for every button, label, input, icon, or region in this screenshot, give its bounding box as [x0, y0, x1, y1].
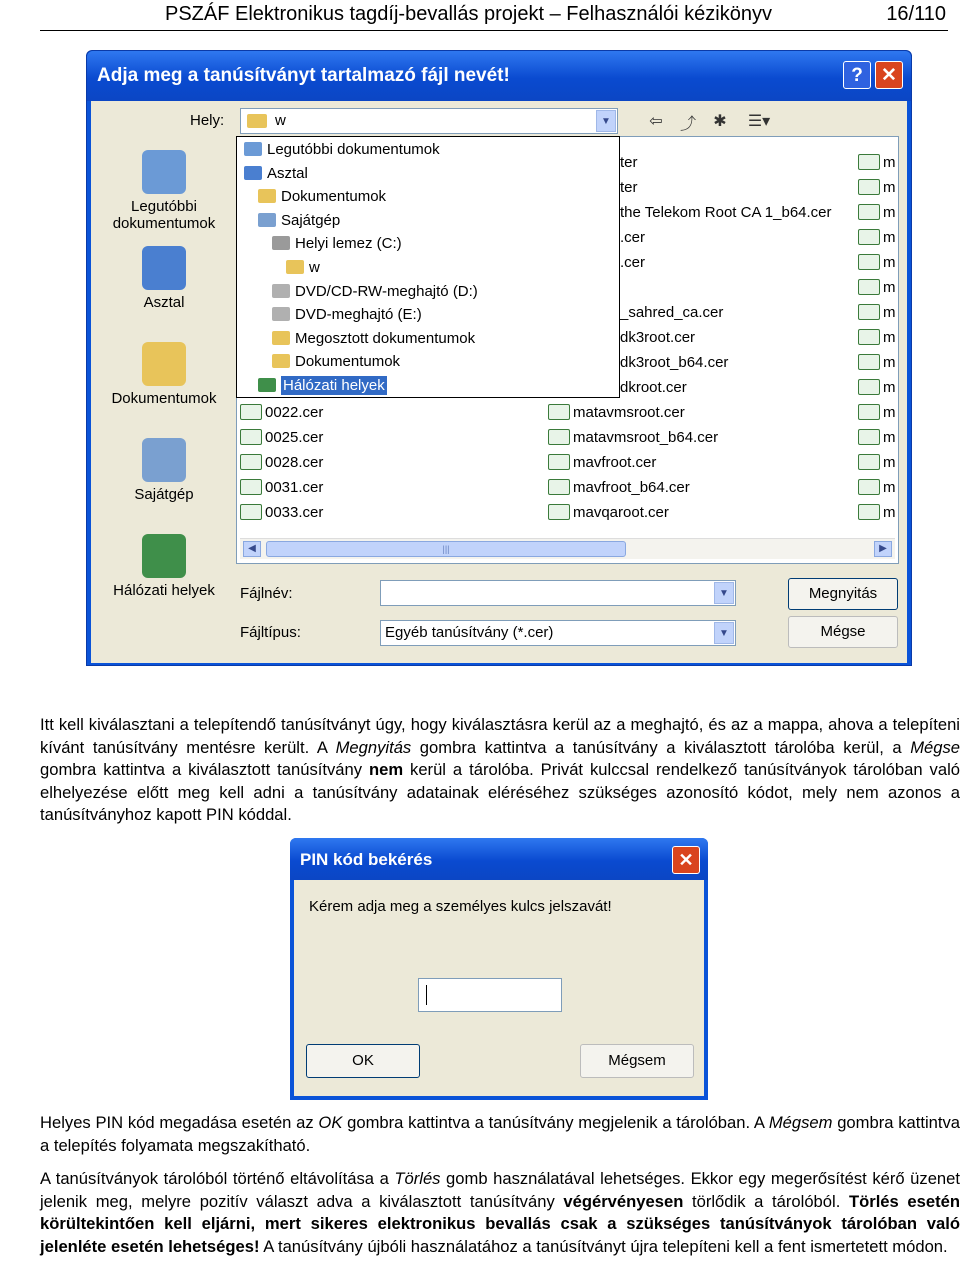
dropdown-item[interactable] [272, 351, 400, 373]
italic-text: Mégsem [768, 1113, 833, 1132]
desktop-icon [142, 246, 186, 290]
view-menu-icon[interactable]: ☰▾ [747, 113, 771, 130]
pin-prompt: Kérem adja meg a személyes kulcs jelszavát! [309, 898, 612, 915]
network-places-icon [142, 534, 186, 578]
certificate-icon [240, 504, 262, 520]
new-folder-icon[interactable]: ✱ [713, 113, 727, 130]
file-name: 0028.cer [265, 454, 324, 471]
file-item[interactable] [548, 452, 656, 474]
dropdown-item-label: Dokumentumok [295, 353, 401, 371]
file-item[interactable] [548, 427, 718, 449]
file-item[interactable] [858, 477, 896, 499]
folder-icon [272, 331, 290, 345]
file-name: the Telekom Root CA 1_b64.cer [620, 204, 832, 221]
text-run: A tanúsítvány újbóli használatához a tanúsítványt újra telepíteni kell a fent ismertetett módon. [259, 1236, 948, 1256]
dropdown-item-label: Helyi lemez (C:) [295, 235, 402, 253]
file-name: m [883, 229, 896, 246]
place-label: Legutóbbi dokumentumok [112, 198, 216, 232]
look-in-value: w [275, 112, 286, 129]
place-network-places[interactable] [102, 534, 226, 599]
certificate-icon [858, 279, 880, 295]
file-item[interactable] [858, 152, 896, 174]
filename-label: Fájlnév: [240, 585, 293, 602]
bold-text: nem [368, 760, 404, 780]
file-name: ter [620, 179, 638, 196]
file-item[interactable] [620, 302, 723, 324]
file-item[interactable] [620, 227, 645, 249]
text-run: gombra kattintva a tanúsítvány a kiválasztott tárolóba kerül, a [411, 737, 911, 757]
paragraph-instructions [40, 714, 960, 827]
file-item[interactable] [620, 352, 728, 374]
file-item[interactable] [620, 377, 687, 399]
folder-icon [286, 260, 304, 274]
dropdown-item[interactable] [272, 281, 478, 303]
dropdown-item[interactable] [258, 186, 386, 208]
certificate-icon [858, 254, 880, 270]
file-name: m [883, 304, 896, 321]
dropdown-item-label: Dokumentumok [281, 188, 387, 206]
file-item[interactable] [240, 452, 323, 474]
my-computer-icon [258, 213, 276, 227]
pin-dialog-body [294, 880, 704, 1096]
dropdown-item[interactable] [258, 210, 340, 232]
pin-dialog-title: PIN kód bekérés [300, 850, 433, 869]
dropdown-item[interactable] [286, 257, 320, 279]
file-item[interactable] [240, 477, 323, 499]
folder-icon [272, 354, 290, 368]
file-name: m [883, 154, 896, 171]
documents-folder-icon [142, 342, 186, 386]
file-item[interactable] [548, 477, 690, 499]
text-run: gomb használatával lehetséges. Ekkor egy megerősítést kérő üzenet jelenik meg, melyre pozitív választ adva a kiválasztott tanúsítvány [40, 1169, 960, 1211]
file-name: dk3root_b64.cer [620, 354, 729, 371]
text-run: törlődik a tárolóból. [683, 1191, 849, 1211]
file-item[interactable] [858, 302, 896, 324]
text-run: Itt kell kiválasztani a telepítendő tanúsítványt úgy, hogy kiválasztásra kerül az a meghajtó, és az a mappa, ahova a telepíteni kívánt tanúsítvány mentésre került. A [40, 715, 960, 757]
dropdown-item-label: Asztal [267, 164, 308, 182]
certificate-icon [548, 454, 570, 470]
help-button[interactable]: ? [843, 61, 871, 89]
file-name: dkroot.cer [620, 379, 687, 396]
file-item[interactable] [858, 427, 896, 449]
text-run: kerül a tárolóba. Privát kulccsal rendelkező tanúsítványok tárolóban való elhelyezése előtt meg kell adni a tanúsítvány adatainak eléréséhez szükséges azonosító kódot, mely nem azonos a tanúsítványhoz kapott PIN kóddal. [40, 760, 960, 825]
cancel-button[interactable]: Mégse [788, 616, 898, 648]
certificate-icon [858, 479, 880, 495]
password-input[interactable] [418, 978, 562, 1012]
certificate-icon [858, 329, 880, 345]
file-name: m [883, 429, 896, 446]
close-button[interactable]: ✕ [672, 846, 700, 874]
text-run: gombra kattintva a kiválasztott tanúsítvány [40, 760, 369, 780]
dropdown-item[interactable] [272, 304, 422, 326]
certificate-icon [858, 179, 880, 195]
dropdown-item-label: Legutóbbi dokumentumok [267, 141, 440, 158]
certificate-icon [240, 404, 262, 420]
dropdown-item-label: Hálózati helyek [283, 377, 385, 394]
dropdown-item[interactable] [258, 375, 387, 397]
place-label: Dokumentumok [111, 390, 217, 407]
scroll-left-icon[interactable]: ◀ [243, 541, 261, 557]
file-name: m [883, 204, 896, 221]
place-label: Sajátgép [134, 486, 194, 503]
bold-text: Törlés esetén körültekintően kell eljárni, mert sikeres elektronikus bevallás csak a szükséges tanúsítványok tárolóban való jelenléte esetén lehetséges! [40, 1191, 960, 1256]
certificate-icon [858, 404, 880, 420]
desktop-icon [244, 166, 262, 180]
file-name: 0033.cer [265, 504, 324, 521]
file-item[interactable] [858, 402, 896, 424]
file-name: m [883, 454, 896, 471]
file-item[interactable] [858, 452, 896, 474]
file-name: m [883, 404, 896, 421]
folder-icon [258, 189, 276, 203]
dropdown-item-label: DVD-meghajtó (E:) [295, 306, 422, 324]
certificate-icon [858, 379, 880, 395]
file-name: mavfroot.cer [573, 454, 657, 471]
file-item[interactable] [858, 327, 896, 349]
file-name: .cer [620, 254, 646, 271]
back-icon[interactable]: ⇦ [649, 113, 663, 130]
text-run: Helyes PIN kód megadása esetén az [40, 1113, 319, 1132]
file-name: dk3root.cer [620, 329, 696, 346]
italic-text: Törlés [394, 1169, 441, 1188]
bold-text: végérvényesen [563, 1191, 684, 1211]
file-name: m [883, 354, 896, 371]
text-run: gombra kattintva a tanúsítvány megjelenik a tárolóban. A [342, 1113, 769, 1132]
text-run: A tanúsítványok tárolóból történő eltávolítása a [40, 1169, 395, 1188]
chevron-down-icon[interactable]: ▼ [714, 582, 734, 604]
file-item[interactable] [548, 402, 685, 424]
file-item[interactable] [240, 427, 323, 449]
italic-text: Mégse [910, 737, 960, 757]
close-button[interactable]: ✕ [875, 61, 903, 89]
italic-text: OK [318, 1113, 343, 1132]
certificate-icon [858, 304, 880, 320]
file-name: mavqaroot.cer [573, 504, 669, 521]
file-name: mavfroot_b64.cer [573, 479, 690, 496]
italic-text: Megnyitás [335, 737, 412, 757]
certificate-icon [548, 504, 570, 520]
drive-icon [272, 236, 290, 250]
pin-dialog [290, 838, 708, 1100]
up-folder-icon[interactable]: ⤴ [679, 116, 696, 133]
file-item[interactable] [858, 502, 896, 524]
file-name: 0025.cer [265, 429, 324, 446]
open-button[interactable]: Megnyitás [788, 578, 898, 610]
file-item[interactable] [548, 502, 669, 524]
certificate-icon [858, 429, 880, 445]
recent-documents-icon [142, 150, 186, 194]
certificate-icon [858, 504, 880, 520]
file-item[interactable] [620, 327, 695, 349]
file-name: 0031.cer [265, 479, 324, 496]
recent-documents-icon [244, 142, 262, 156]
file-name: m [883, 504, 896, 521]
look-in-label: Hely: [190, 112, 225, 129]
file-item[interactable] [858, 202, 896, 224]
file-name: ter [620, 154, 638, 171]
certificate-icon [858, 204, 880, 220]
place-label: Hálózati helyek [113, 582, 215, 599]
place-recent-documents[interactable] [102, 150, 226, 232]
certificate-icon [548, 429, 570, 445]
file-item[interactable] [858, 252, 896, 274]
horizontal-scrollbar[interactable] [240, 538, 895, 559]
filetype-value: Egyéb tanúsítvány (*.cer) [385, 624, 554, 641]
dropdown-item-label: Megosztott dokumentumok [295, 329, 476, 347]
paragraph-delete [40, 1168, 960, 1258]
place-documents-folder[interactable] [102, 342, 226, 407]
file-item[interactable] [858, 352, 896, 374]
network-places-icon [258, 378, 276, 392]
filename-input[interactable] [380, 580, 736, 606]
dropdown-item-label: DVD/CD-RW-meghajtó (D:) [295, 282, 478, 300]
dvd-drive-icon [272, 284, 290, 298]
file-name: m [883, 254, 896, 271]
certificate-icon [240, 429, 262, 445]
look-in-combo[interactable] [240, 108, 618, 134]
file-name: m [883, 479, 896, 496]
file-item[interactable] [620, 202, 832, 224]
page-header [40, 0, 948, 31]
file-name: .cer [620, 229, 646, 246]
certificate-icon [858, 354, 880, 370]
file-item[interactable] [240, 402, 323, 424]
dialog-title-bar [87, 51, 911, 101]
file-name: matavmsroot.cer [573, 404, 685, 421]
paragraph-pin-result [40, 1112, 960, 1157]
page-number: 16/110 [886, 3, 946, 25]
certificate-icon [548, 404, 570, 420]
file-item[interactable] [620, 152, 638, 174]
certificate-icon [240, 479, 262, 495]
dropdown-item[interactable] [244, 163, 308, 185]
file-item[interactable] [858, 377, 896, 399]
certificate-icon [858, 229, 880, 245]
filetype-select[interactable] [380, 620, 736, 646]
file-item[interactable] [858, 277, 896, 299]
file-item[interactable] [858, 227, 896, 249]
dropdown-item[interactable] [272, 233, 402, 255]
file-item[interactable] [858, 177, 896, 199]
text-run: gombra kattintva a telepítés folyamata megszakítható. [40, 1113, 960, 1155]
file-name: _sahred_ca.cer [620, 304, 724, 321]
file-item[interactable] [240, 502, 323, 524]
pin-dialog-title-bar [290, 838, 708, 880]
place-desktop[interactable] [102, 246, 226, 311]
file-item[interactable] [620, 252, 645, 274]
chevron-down-icon[interactable]: ▼ [714, 622, 734, 644]
text-caret [426, 985, 427, 1005]
file-name: matavmsroot_b64.cer [573, 429, 719, 446]
file-name: m [883, 279, 896, 296]
file-name: 0022.cer [265, 404, 324, 421]
folder-icon [247, 114, 267, 128]
filetype-label: Fájltípus: [240, 624, 301, 641]
dialog-title: Adja meg a tanúsítványt tartalmazó fájl nevét! [97, 65, 510, 86]
place-label: Asztal [143, 294, 185, 311]
dropdown-item[interactable] [272, 328, 475, 350]
my-computer-icon [142, 438, 186, 482]
certificate-icon [858, 454, 880, 470]
cancel-button[interactable]: Mégsem [580, 1044, 694, 1078]
dropdown-item-label: Sajátgép [281, 211, 341, 229]
certificate-icon [548, 479, 570, 495]
scroll-right-icon[interactable]: ▶ [874, 541, 892, 557]
dropdown-item[interactable] [244, 139, 440, 161]
document-title: PSZÁF Elektronikus tagdíj-bevallás projekt – Felhasználói kézikönyv [165, 3, 772, 25]
file-name: m [883, 379, 896, 396]
certificate-icon [240, 454, 262, 470]
chevron-down-icon[interactable]: ▼ [596, 110, 616, 132]
file-item[interactable] [620, 177, 638, 199]
certificate-icon [858, 154, 880, 170]
scroll-thumb[interactable]: ||| [266, 541, 626, 557]
file-name: m [883, 329, 896, 346]
dropdown-item-label: w [309, 259, 320, 276]
place-my-computer[interactable] [102, 438, 226, 503]
ok-button[interactable]: OK [306, 1044, 420, 1078]
file-name: m [883, 179, 896, 196]
dvd-drive-icon [272, 307, 290, 321]
